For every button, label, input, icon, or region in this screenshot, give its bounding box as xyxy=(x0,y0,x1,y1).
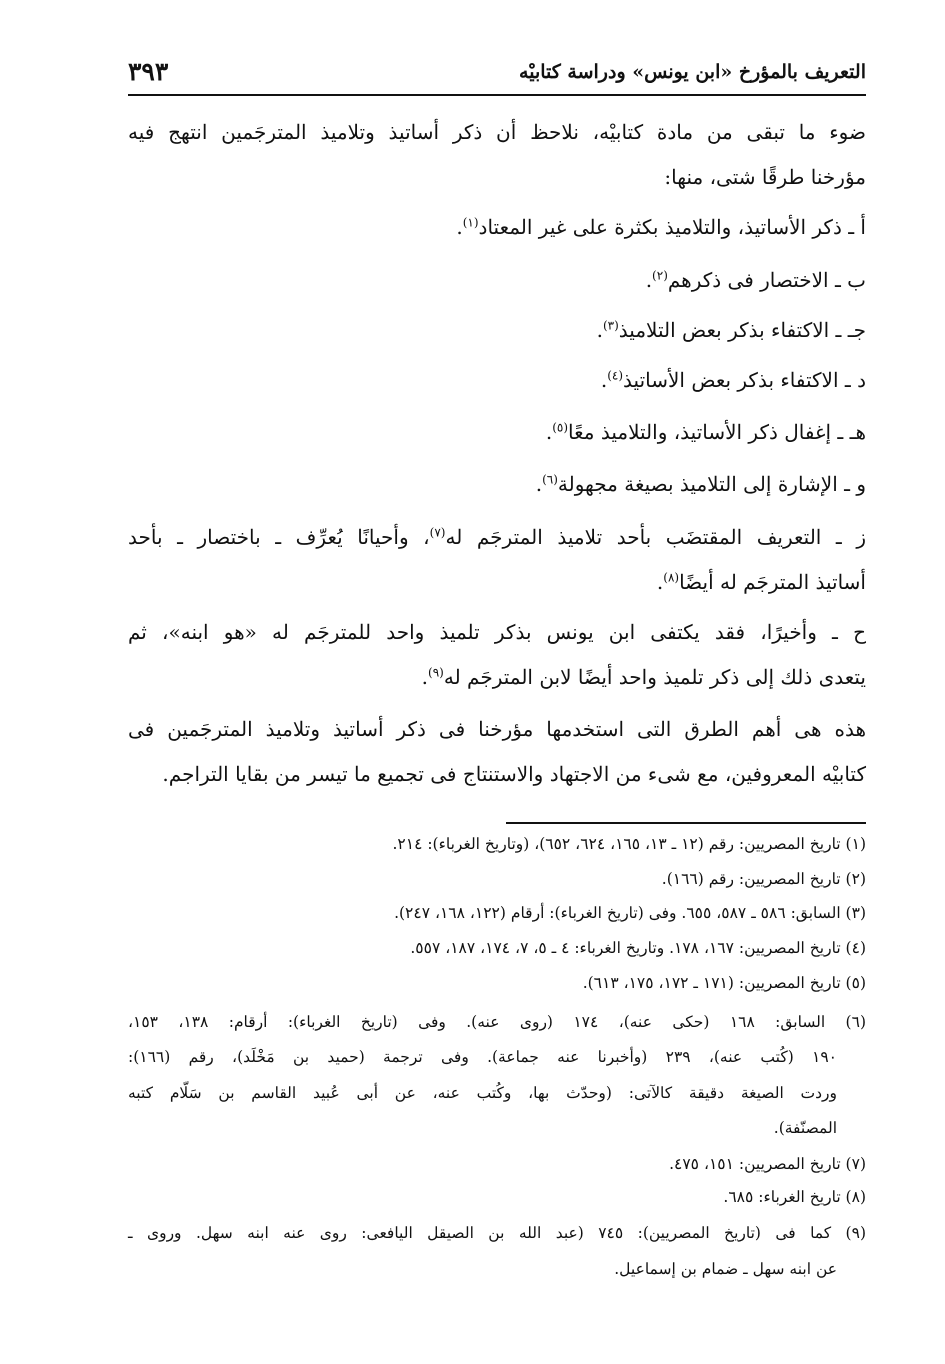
paragraph-line: مؤرخنا طرقًا شتى، منها: xyxy=(664,165,866,189)
footnote: (٨) تاريخ الغرباء: ٦٨٥. xyxy=(723,1188,866,1206)
paragraph-line: ضوء ما تبقى من مادة كتابيْه، نلاحظ أن ذكر أساتيذ وتلاميذ المترجَمين انتهج فيه xyxy=(128,120,866,144)
list-item: و ـ الإشارة إلى التلاميذ بصيغة مجهولة$^{(٦)}$. xyxy=(535,472,866,496)
footnote-continuation: ١٩٠ (كُتب عنه)، ٢٣٩ (وأخبرنا عنه جماعة). وفى ترجمة (حميد بن مَخْلَد)، رقم (١٦٦): xyxy=(128,1048,838,1066)
running-title: التعريف بالمؤرخ «ابن يونس» ودراسة كتابيْه xyxy=(519,61,866,83)
page-number: ٣٩٣ xyxy=(128,57,169,86)
list-item: د ـ الاكتفاء بذكر بعض الأساتيذ$^{(٤)}$. xyxy=(600,368,866,392)
list-item-h-line: يتعدى ذلك إلى ذكر تلميذ واحد أيضًا لابن المترجَم له$^{(٩)}$. xyxy=(421,665,866,689)
list-item: جـ ـ الاكتفاء بذكر بعض التلاميذ$^{(٣)}$. xyxy=(596,318,866,342)
list-item-z-line: ز ـ التعريف المقتضَب بأحد تلاميذ المترجَم له$^{(٧)}$، وأحيانًا يُعرِّف ـ باختصار ـ بأحد xyxy=(128,525,867,549)
list-item: ب ـ الاختصار فى ذكرهم$^{(٢)}$. xyxy=(645,268,866,292)
list-item-h-line: ح ـ وأخيرًا، فقد يكتفى ابن يونس بذكر تلميذ واحد للمترجَم له «هو ابنه»، ثم xyxy=(128,620,866,644)
footnote: (٤) تاريخ المصريين: ١٦٧، ١٧٨. وتاريخ الغرباء: ٤ ـ ٥، ٧، ١٧٤، ١٨٧، ٥٥٧. xyxy=(410,939,866,957)
footnote-continuation: المصنّفة). xyxy=(773,1119,837,1137)
footnote-ref: (٧) xyxy=(429,525,446,540)
footnote: (٣) السابق: ٥٨٦ ـ ٥٨٧، ٦٥٥. وفى (تاريخ الغرباء): أرقام (١٢٢، ١٦٨، ٢٤٧). xyxy=(394,904,866,922)
footnote-ref: (٤) xyxy=(607,368,624,383)
footnote-ref: (٣) xyxy=(602,318,619,333)
list-item: هـ ـ إغفال ذكر الأساتيذ، والتلاميذ معًا$^{(٥)}$. xyxy=(545,420,866,444)
footnote-ref: (١) xyxy=(462,215,479,230)
footnote-continuation: وردت الصيغة دقيقة كالآتى: (وحدّث بها، وكُتب عنه، عن أبى عُبيد القاسم بن سَلّام كتبه xyxy=(128,1084,837,1102)
list-item: أ ـ ذكر الأساتيذ، والتلاميذ بكثرة على غير المعتاد$^{(١)}$. xyxy=(456,215,866,239)
footnote: (٥) تاريخ المصريين: (١٧١ ـ ١٧٢، ١٧٥، ٦١٣). xyxy=(582,974,866,992)
footnote-ref: (٢) xyxy=(652,268,668,283)
footnote-continuation: عن ابنه سهل ـ ضمام بن إسماعيل. xyxy=(614,1260,837,1278)
paragraph-line: كتابيْه المعروفين، مع شىء من الاجتهاد والاستنتاج فى تجميع ما تيسر من بقايا التراجم. xyxy=(162,762,866,786)
footnote-ref: (٨) xyxy=(663,570,680,585)
page-header xyxy=(128,55,866,95)
footnote: (٦) السابق: ١٦٨ (حكى عنه)، ١٧٤ (روى عنه). وفى (تاريخ الغرباء): أرقام: ١٣٨، ١٥٣، xyxy=(128,1013,866,1031)
footnote-ref: (٩) xyxy=(428,665,444,680)
footnote: (١) تاريخ المصريين: رقم (١٢ ـ ١٣، ١٦٥، ٦٢٤، ٦٥٢)، (وتاريخ الغرباء): ٢١٤. xyxy=(392,835,866,853)
footnote-ref: (٦) xyxy=(542,472,558,487)
header-rule xyxy=(128,94,866,96)
paragraph-line: هذه هى أهم الطرق التى استخدمها مؤرخنا فى ذكر أساتيذ وتلاميذ المترجَمين فى xyxy=(128,717,866,741)
footnote: (٩) كما فى (تاريخ المصريين): ٧٤٥ (عبد الله بن الصيقل اليافعى: روى عنه ابنه سهل. وروى ـ xyxy=(128,1224,866,1242)
footnote-separator xyxy=(506,822,866,824)
footnote-ref: (٥) xyxy=(552,420,569,435)
footnote: (٢) تاريخ المصريين: رقم (١٦٦). xyxy=(661,870,866,888)
footnote: (٧) تاريخ المصريين: ١٥١، ٤٧٥. xyxy=(669,1155,866,1173)
list-item-z-line: أساتيذ المترجَم له أيضًا$^{(٨)}$. xyxy=(656,570,866,594)
